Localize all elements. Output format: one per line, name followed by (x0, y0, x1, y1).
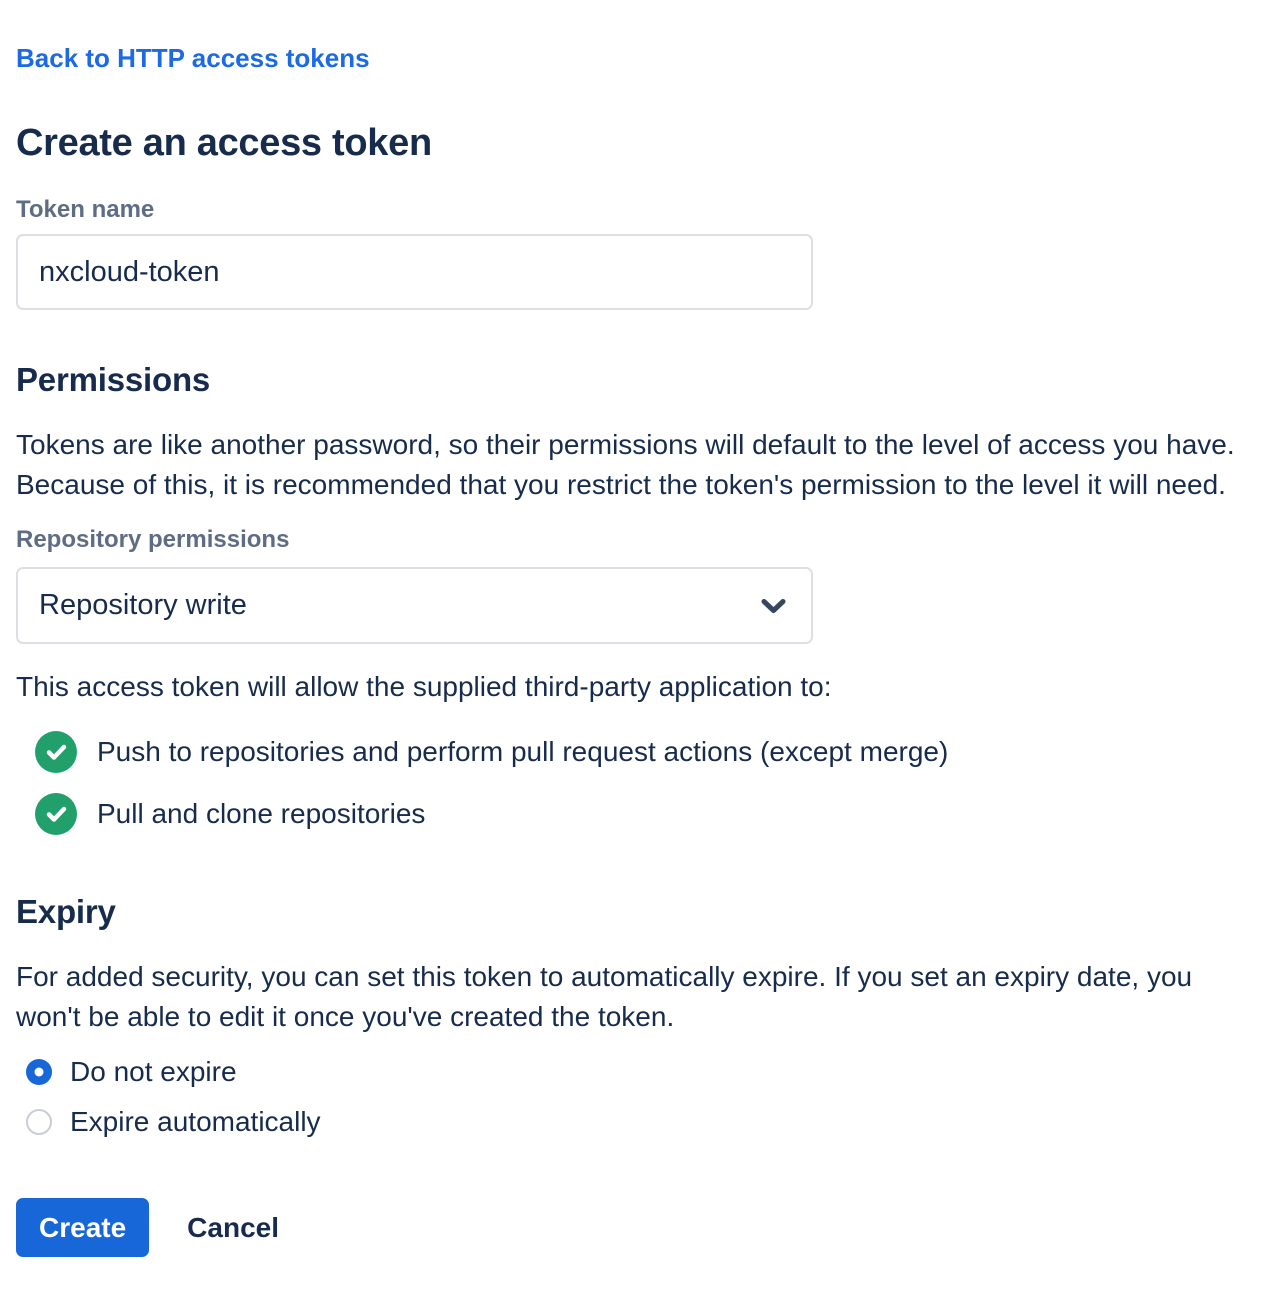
token-name-input[interactable] (16, 234, 813, 310)
radio-button-expire-automatically[interactable] (26, 1109, 52, 1135)
check-circle-icon (35, 731, 77, 773)
cancel-button[interactable]: Cancel (187, 1211, 279, 1243)
radio-option-do-not-expire[interactable] (16, 1058, 1258, 1086)
capability-item (16, 793, 1258, 835)
capability-text: Pull and clone repositories (97, 798, 426, 829)
check-circle-icon (35, 793, 77, 835)
capability-text: Push to repositories and perform pull request actions (except merge) (97, 736, 949, 767)
capability-item (16, 731, 1258, 773)
expiry-description: For added security, you can set this token to automatically expire. If you set an expiry date, you won't be able to edit it once you've created the token. (16, 961, 1193, 1032)
back-to-http-access-tokens-link[interactable]: Back to HTTP access tokens (16, 43, 370, 73)
capability-list (16, 731, 1258, 835)
page-title: Create an access token (16, 122, 432, 164)
repository-permissions-select[interactable] (16, 567, 813, 644)
expiry-radio-group (16, 1058, 1258, 1136)
radio-button-do-not-expire[interactable] (26, 1059, 52, 1085)
expiry-heading: Expiry (16, 893, 116, 930)
repository-permissions-selected-value: Repository write (39, 589, 247, 621)
token-name-label: Token name (16, 196, 155, 223)
permissions-heading: Permissions (16, 361, 211, 398)
token-allow-intro-text: This access token will allow the supplied third-party application to: (16, 671, 832, 702)
create-button[interactable]: Create (16, 1198, 149, 1257)
radio-option-expire-automatically[interactable] (16, 1108, 1258, 1136)
chevron-down-icon (760, 597, 787, 614)
permissions-description: Tokens are like another password, so their permissions will default to the level of access you have. Because of this, it is recommended that you restrict the token's permission to the level it will need. (16, 429, 1235, 500)
radio-label[interactable]: Do not expire (70, 1056, 237, 1087)
repository-permissions-label: Repository permissions (16, 526, 290, 553)
form-actions (16, 1198, 1258, 1257)
radio-label[interactable]: Expire automatically (70, 1106, 321, 1137)
